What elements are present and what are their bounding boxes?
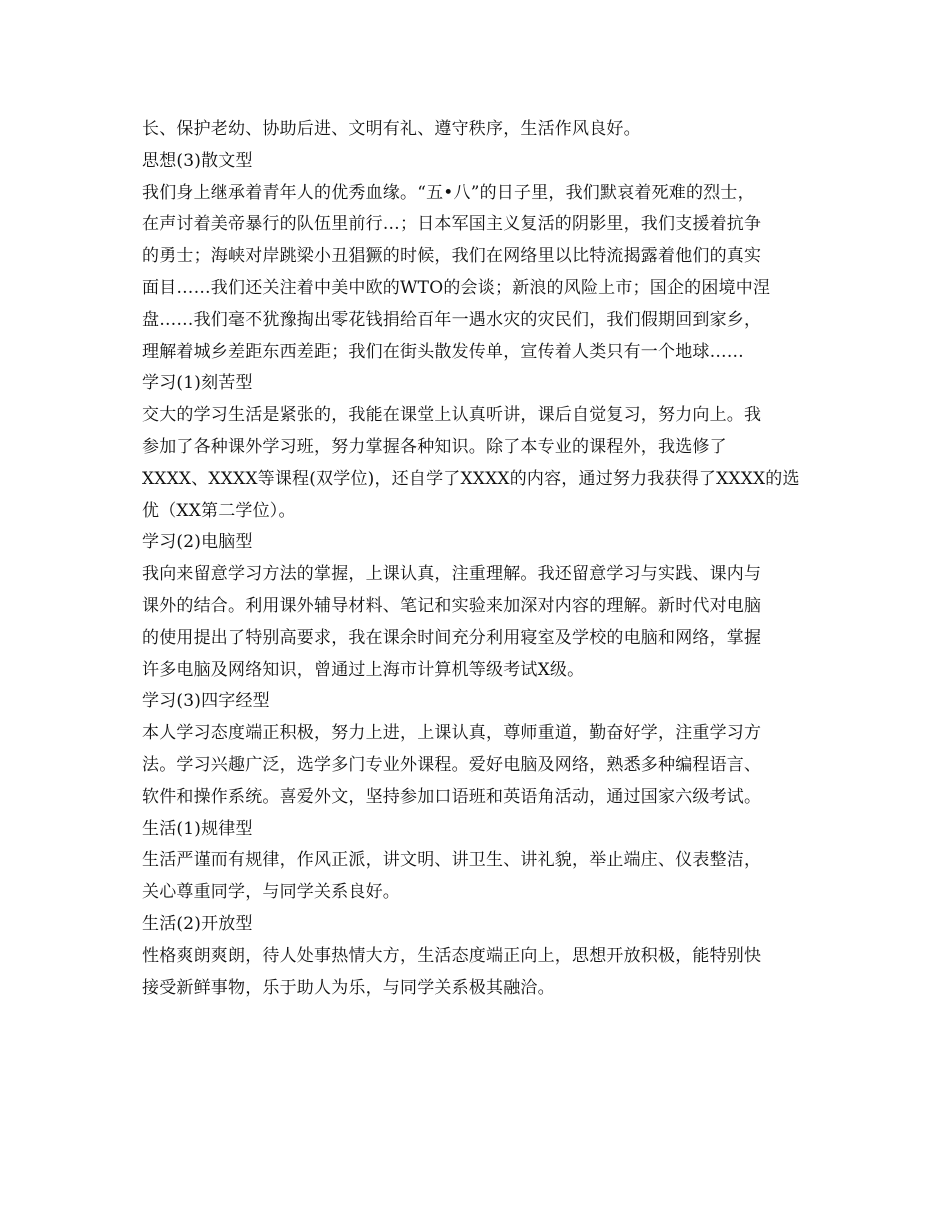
paragraph-line: 在声讨着美帝暴行的队伍里前行…；日本军国主义复活的阴影里，我们支援着抗争: [142, 214, 762, 235]
paragraph-line: 生活严谨而有规律，作风正派，讲文明、讲卫生、讲礼貌，举止端庄、仪表整洁，: [142, 850, 762, 871]
paragraph-line: 软件和操作系统。喜爱外文，坚持参加口语班和英语角活动，通过国家六级考试。: [142, 786, 762, 807]
document-page: [142, 114, 818, 1004]
paragraph-line: 优（XX第二学位）。: [142, 500, 296, 521]
paragraph-line: 关心尊重同学，与同学关系良好。: [142, 882, 400, 903]
paragraph-line: 许多电脑及网络知识，曾通过上海市计算机等级考试X级。: [142, 659, 585, 680]
section-heading: 学习(1)刻苦型: [142, 373, 253, 394]
section-heading: 学习(2)电脑型: [142, 532, 253, 553]
paragraph-line: 理解着城乡差距东西差距；我们在街头散发传单，宣传着人类只有一个地球……: [142, 341, 744, 362]
paragraph-line: 的勇士；海峡对岸跳梁小丑猖獗的时候，我们在网络里以比特流揭露着他们的真实: [142, 246, 762, 267]
paragraph-line: 长、保护老幼、协助后进、文明有礼、遵守秩序，生活作风良好。: [142, 119, 641, 139]
paragraph-line: 法。学习兴趣广泛，选学多门专业外课程。爱好电脑及网络，熟悉多种编程语言、: [142, 754, 762, 775]
paragraph-line: 接受新鲜事物，乐于助人为乐，与同学关系极其融洽。: [142, 977, 555, 998]
section-heading: 学习(3)四字经型: [142, 691, 270, 712]
paragraph-line: 面目……我们还关注着中美中欧的WTO的会谈；新浪的风险上市；国企的困境中涅: [142, 277, 771, 298]
paragraph-line: 我向来留意学习方法的掌握，上课认真，注重理解。我还留意学习与实践、课内与: [142, 564, 762, 585]
paragraph-line: 交大的学习生活是紧张的，我能在课堂上认真听讲，课后自觉复习，努力向上。我: [142, 405, 762, 426]
paragraph-line: 参加了各种课外学习班，努力掌握各种知识。除了本专业的课程外，我选修了: [142, 436, 727, 457]
paragraph-line: 我们身上继承着青年人的优秀血缘。“五•八”的日子里，我们默哀着死难的烈士，: [142, 182, 755, 203]
paragraph-line: 性格爽朗爽朗，待人处事热情大方，生活态度端正向上，思想开放积极，能特别快: [142, 945, 762, 966]
paragraph-line: XXXX、XXXX等课程(双学位)，还自学了XXXX的内容，通过努力我获得了XXXX的选: [142, 468, 800, 489]
section-heading: 思想(3)散文型: [142, 150, 253, 171]
section-heading: 生活(2)开放型: [142, 913, 253, 934]
paragraph-line: 本人学习态度端正积极，努力上进，上课认真，尊师重道，勤奋好学，注重学习方: [142, 723, 762, 744]
paragraph-line: 课外的结合。利用课外辅导材料、笔记和实验来加深对内容的理解。新时代对电脑: [142, 595, 762, 616]
paragraph-line: 的使用提出了特别高要求，我在课余时间充分利用寝室及学校的电脑和网络，掌握: [142, 627, 762, 648]
paragraph-line: 盘……我们毫不犹豫掏出零花钱捐给百年一遇水灾的灾民们，我们假期回到家乡，: [142, 309, 762, 330]
section-heading: 生活(1)规律型: [142, 818, 253, 839]
